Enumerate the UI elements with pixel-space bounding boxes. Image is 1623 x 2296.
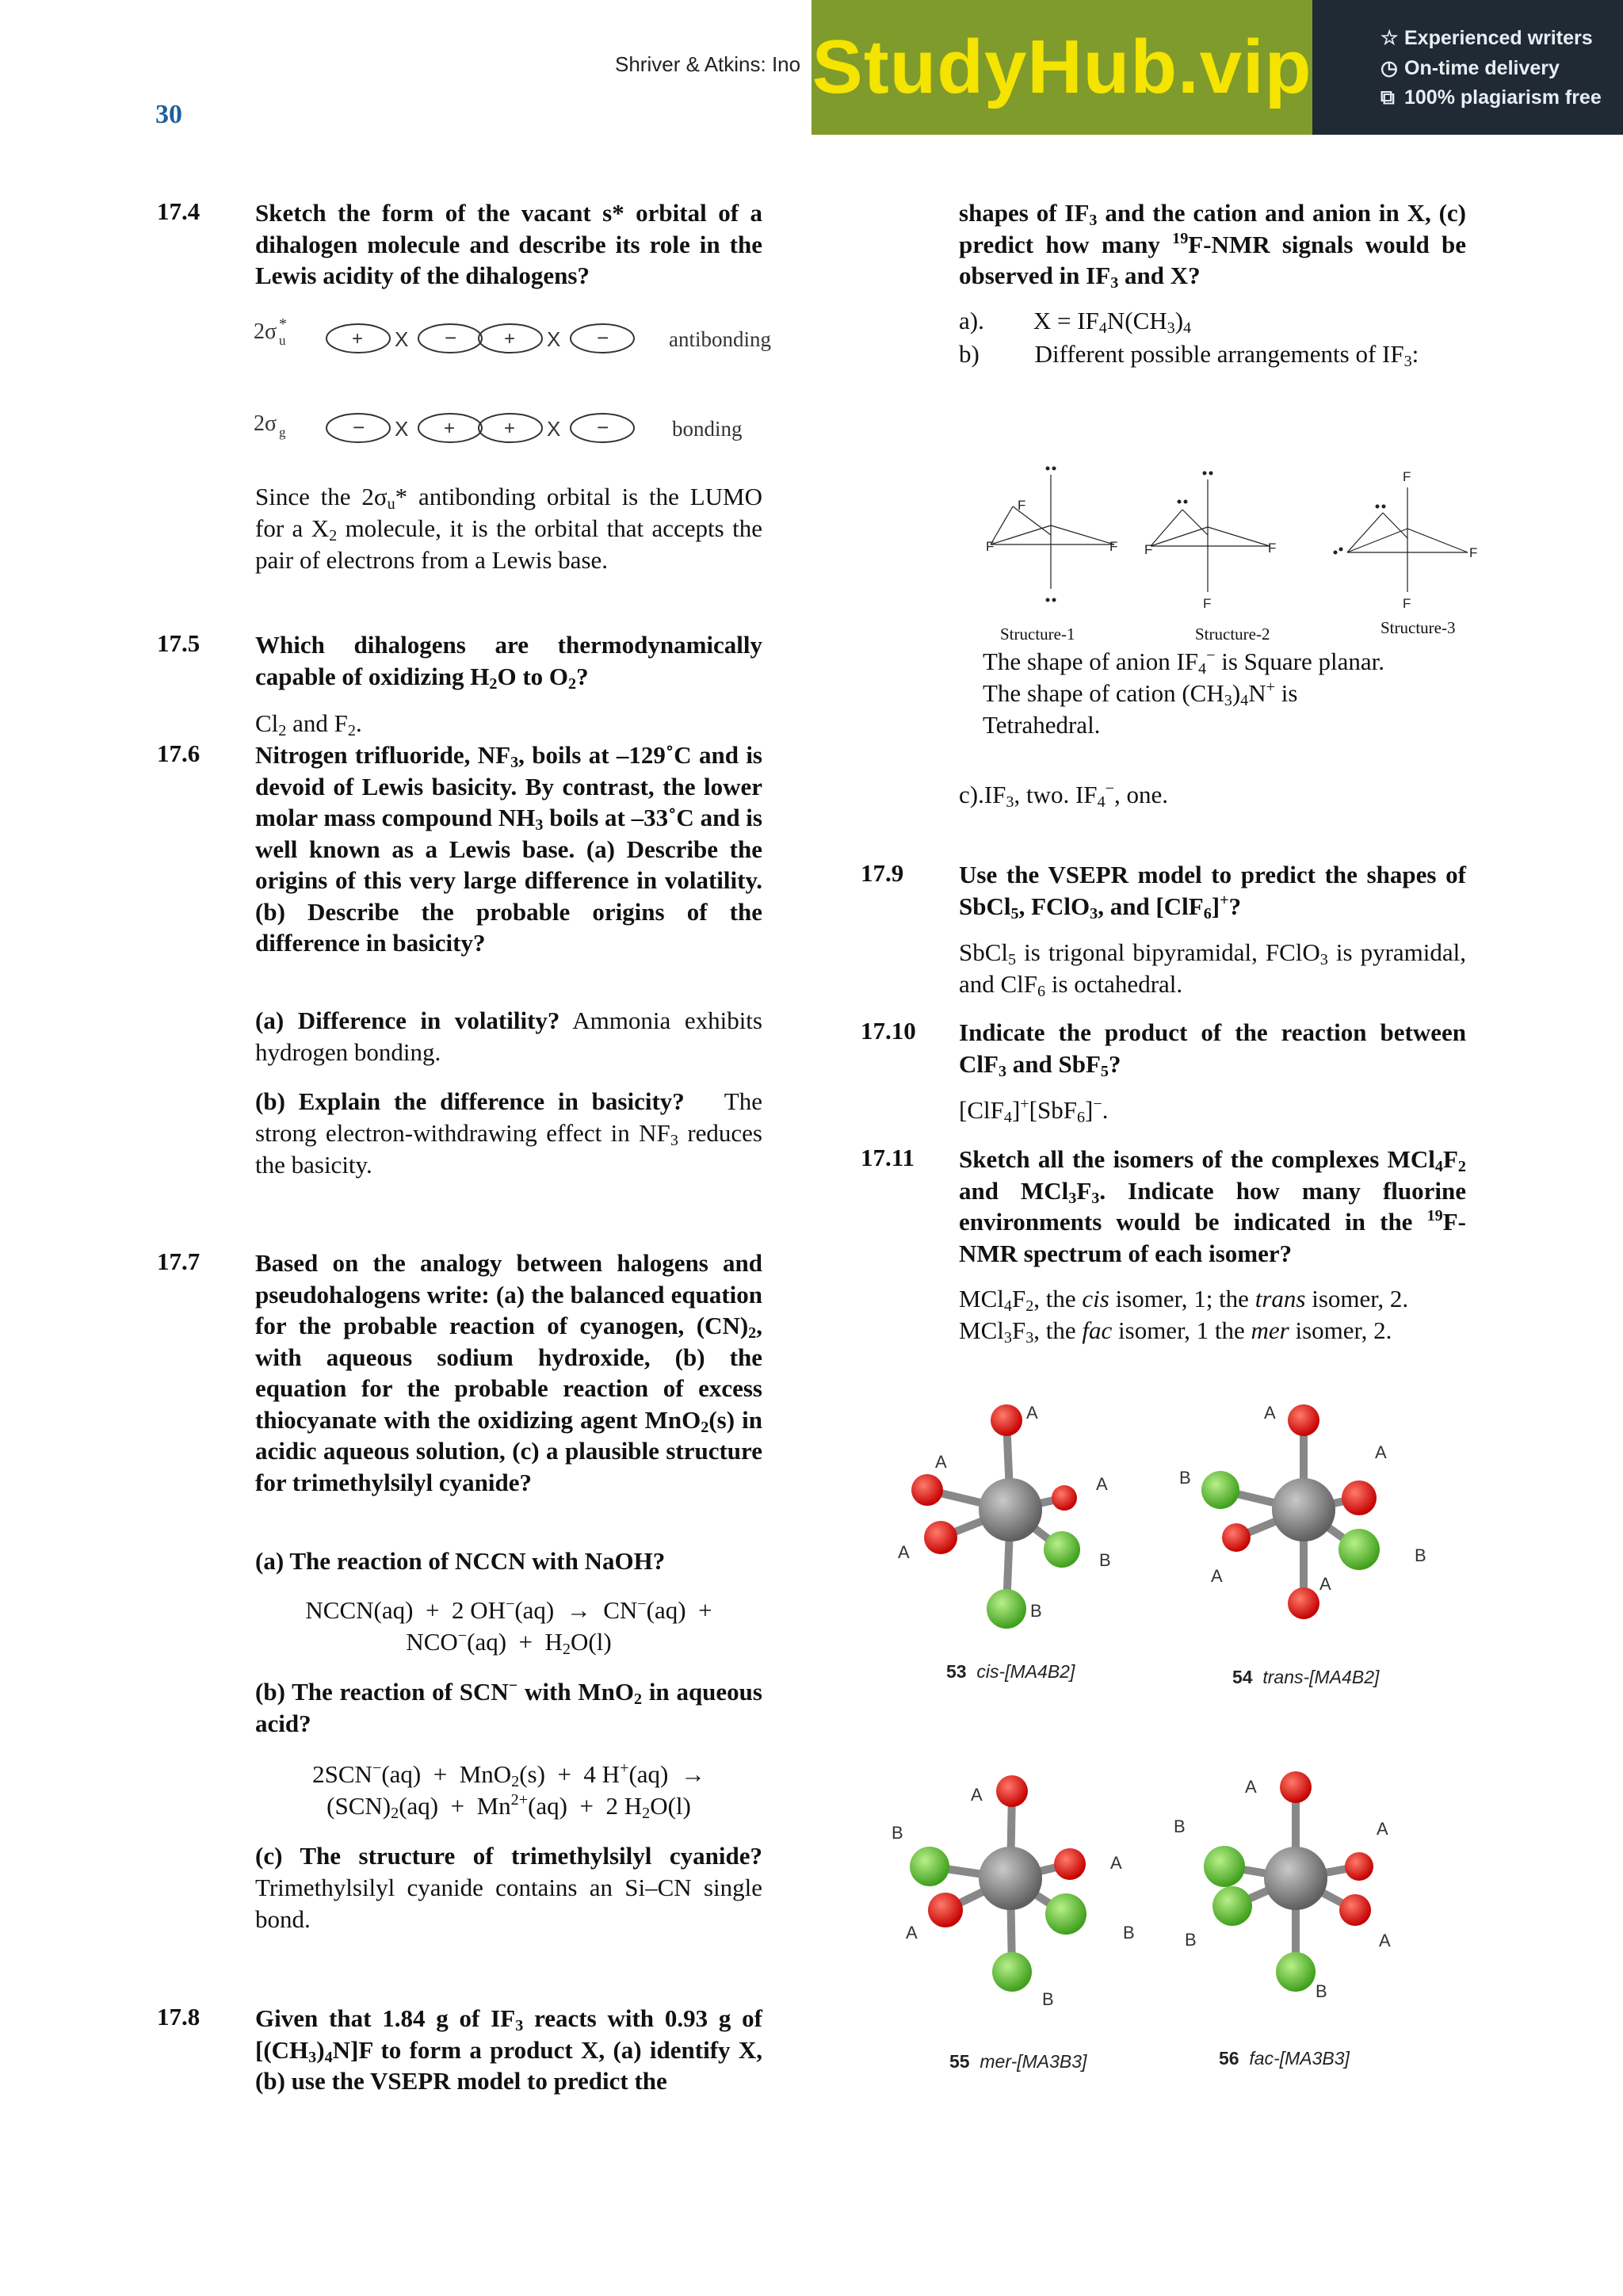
answer-17-9: SbCl$_5$ is trigonal bipyramidal, FClO$_3$ is pyramidal, and ClF$_6$ is octahedral. [959,938,1466,1001]
svg-text:+: + [352,328,364,350]
question-number: 17.7 [157,1247,200,1275]
svg-text:2σ: 2σ [254,411,277,436]
question-17-6: Nitrogen trifluoride, $NF_3$, boils at –129˚C and is devoid of Lewis basicity. By contrast, the lower molar mass compound $NH_3$ boils at –33˚C and is well known as a Lewis base. (a) Describe the origins of this very large difference in volatility. (b) Describe the probable origins of the difference in basicity? [255,741,762,957]
svg-text:A: A [898,1542,910,1562]
question-number: 17.9 [861,859,904,887]
model-caption-56: 56 fac-[MA3B3] [1219,2048,1350,2069]
svg-text:B: B [1316,1981,1327,2001]
page-number: 30 [155,100,182,129]
svg-text:A: A [1379,1931,1391,1950]
question-17-8: Given that 1.84 g of $IF_3$ reacts with 0.93 g of $[(CH_3)_4N]F$ to form a product X, (a) identify X, (b) use the VSEPR model to predict the [255,2004,763,2095]
svg-text:+: + [504,328,516,350]
svg-text:A: A [971,1785,983,1805]
orbital-diagram [252,313,807,456]
svg-text:A: A [935,1452,947,1472]
shape-anion: The shape of anion $IF_4^-$ is Square planar. The shape of cation $(CH_3)_4N^+$ is Tetrahedral. [983,646,1384,739]
question-17-9: Use the VSEPR model to predict the shapes of SbCl$_5$, FClO$_3$, and [ClF$_6$]+? [959,861,1466,923]
svg-text:F: F [1203,596,1212,611]
question-number: 17.6 [157,739,200,767]
answer-17-8c: $c).IF_3$, two. $IF_4^-$, one. [959,779,1169,812]
svg-text:2σ: 2σ [254,319,277,344]
svg-text:−: − [597,326,609,350]
cis-MA4B2-model [898,1403,1111,1629]
answer-17-7b-label: (b) The reaction of SCN− with MnO$_2$ in aqueous acid? [255,1676,762,1737]
svg-text:u: u [279,333,286,348]
svg-text:A: A [1377,1819,1388,1839]
answer-17-7a-label: (a) The reaction of NCCN with NaOH? [255,1547,666,1575]
atom-label: F [1018,498,1026,513]
feature-list [1312,0,1623,135]
svg-text:bonding: bonding [672,417,743,441]
model-caption-54: 54 trans-[MA4B2] [1232,1667,1380,1687]
answer-17-5: $Cl_2$ and $F_2$. [255,709,362,740]
answer-17-10: [ClF$_4$]+[SbF$_6$]−. [959,1095,1109,1127]
svg-text:*: * [279,315,287,333]
answer-17-11: $MCl_4F_2$, the cis isomer, 1; the trans isomer, 2. $MCl_3F_3$, the fac isomer, 1 the mer isomer, 2. [959,1285,1409,1347]
star-icon: ☆ [1381,26,1399,49]
answer-17-7c: (c) The structure of trimethylsilyl cyanide? Trimethylsilyl cyanide contains an Si–CN single bond. [255,1842,762,1933]
svg-text:g: g [279,425,286,440]
running-header: Shriver & Atkins: Ino [615,52,801,76]
svg-text:X: X [547,327,561,351]
question-17-5: Which dihalogens are thermodynamically capable of oxidizing $H_2O$ to $O_2$? [255,631,762,693]
question-17-11: Sketch all the isomers of the complexes $MCl_4F_2$ and $MCl_3F_3$. Indicate how many fluorine environments would be indicated in the $^{19}$F-NMR spectrum of each isomer? [959,1145,1466,1267]
svg-text:F: F [1109,539,1118,554]
feature-item: ◷ On-time delivery [1381,56,1560,79]
model-caption-55: 55 mer-[MA3B3] [949,2051,1087,2072]
question-17-10: Indicate the product of the reaction between ClF$_3$ and SbF$_5$? [959,1018,1466,1080]
isomer-models [876,1379,1462,2092]
svg-text:−: − [597,415,609,439]
svg-text:A: A [1026,1403,1038,1423]
svg-text:F: F [1144,542,1153,557]
answer-17-6b: (b) Explain the difference in basicity? The strong electron-withdrawing effect in $NF_3$ reduces the basicity. [255,1087,762,1179]
svg-text:−: − [445,326,457,350]
equation-1: NCCN(aq) + 2 OH−(aq) → CN−(aq) + $NCO^-(aq) + H_2O(l)$ [305,1595,712,1659]
svg-text:A: A [1110,1853,1122,1873]
question-number: 17.11 [861,1144,915,1171]
trans-MA4B2-model [1179,1403,1426,1619]
question-17-7: Based on the analogy between halogens and pseudohalogens write: (a) the balanced equation for the probable reaction of cyanogen, $(CN)_2$, with aqueous sodium hydroxide, (b) the equation for the probable reaction of excess thiocyanate with the oxidizing agent MnO$_2$(s) in acidic aqueous solution, (c) a plausible structure for trimethylsilyl cyanide? [255,1249,762,1496]
structure-label-1: Structure-1 [1000,625,1075,644]
answer-17-8a: a). $X = IF_4N(CH_3)_4$ [959,307,1192,338]
svg-text:B: B [1099,1550,1111,1570]
svg-text:B: B [1030,1601,1042,1621]
feature-item: ☆ Experienced writers [1381,26,1593,49]
svg-text:X: X [547,417,561,441]
question-number: 17.10 [861,1017,916,1045]
svg-text:B: B [1174,1817,1186,1836]
svg-text:F: F [986,539,995,554]
svg-text:−: − [353,415,365,439]
structure-label-2: Structure-2 [1195,625,1270,644]
svg-text:B: B [1415,1545,1426,1565]
svg-text:B: B [892,1823,903,1843]
question-17-4: Sketch the form of the vacant s* orbital of a dihalogen molecule and describe its role in the Lewis acidity of the dihalogens? [255,199,762,289]
feature-item: ⧉ 100% plagiarism free [1381,86,1602,109]
svg-text:X: X [395,417,409,441]
svg-text:F: F [1268,541,1277,556]
svg-text:A: A [1264,1403,1276,1423]
question-number: 17.8 [157,2003,200,2030]
brand-logo[interactable]: StudyHub.vip [812,0,1312,135]
equation-2: 2SCN−(aq) + MnO$_2$(s) + 4 H+(aq) → $(SCN)_2(aq) + Mn^{2+}(aq) + 2$ $H_2O(l)$ [312,1759,705,1823]
svg-text:+: + [444,418,456,439]
model-caption-53: 53 cis-[MA4B2] [946,1661,1075,1682]
copy-icon: ⧉ [1381,86,1395,109]
ad-banner[interactable] [812,0,1623,135]
svg-text:antibonding: antibonding [669,327,771,351]
svg-text:F: F [1469,545,1478,560]
structure-label-3: Structure-3 [1381,618,1456,637]
svg-text:B: B [1123,1923,1135,1943]
question-17-8-cont: shapes of $IF_3$ and the cation and anion in X, (c) predict how many $^{19}$F-NMR signals would be observed in $IF_3$ and X? [959,199,1466,292]
svg-text:A: A [1375,1442,1387,1462]
fac-MA3B3-model [1174,1771,1391,2001]
answer-17-6a: (a) Difference in volatility? Ammonia exhibits hydrogen bonding. [255,1007,762,1066]
svg-text:B: B [1185,1930,1197,1950]
svg-text:F: F [1403,469,1411,484]
svg-text:+: + [504,418,516,439]
mer-MA3B3-model [892,1775,1135,2009]
svg-text:A: A [1319,1574,1331,1594]
svg-text:B: B [1042,1989,1054,2009]
svg-text:A: A [906,1923,918,1943]
svg-text:A: A [1245,1777,1257,1797]
svg-text:X: X [395,327,409,351]
answer-17-8b: b) Different possible arrangements of $IF_3$: [959,340,1419,371]
question-number: 17.5 [157,629,200,657]
answer-17-4: Since the $2\sigma_u*$ antibonding orbital is the LUMO for a $X_2$ molecule, it is the orbital that accepts the pair of electrons from a Lewis base. [255,483,762,574]
svg-text:A: A [1096,1474,1108,1494]
question-number: 17.4 [157,197,200,225]
svg-text:A: A [1211,1566,1223,1586]
svg-text:F: F [1403,596,1411,611]
clock-icon: ◷ [1381,56,1398,79]
svg-text:B: B [1179,1468,1191,1488]
